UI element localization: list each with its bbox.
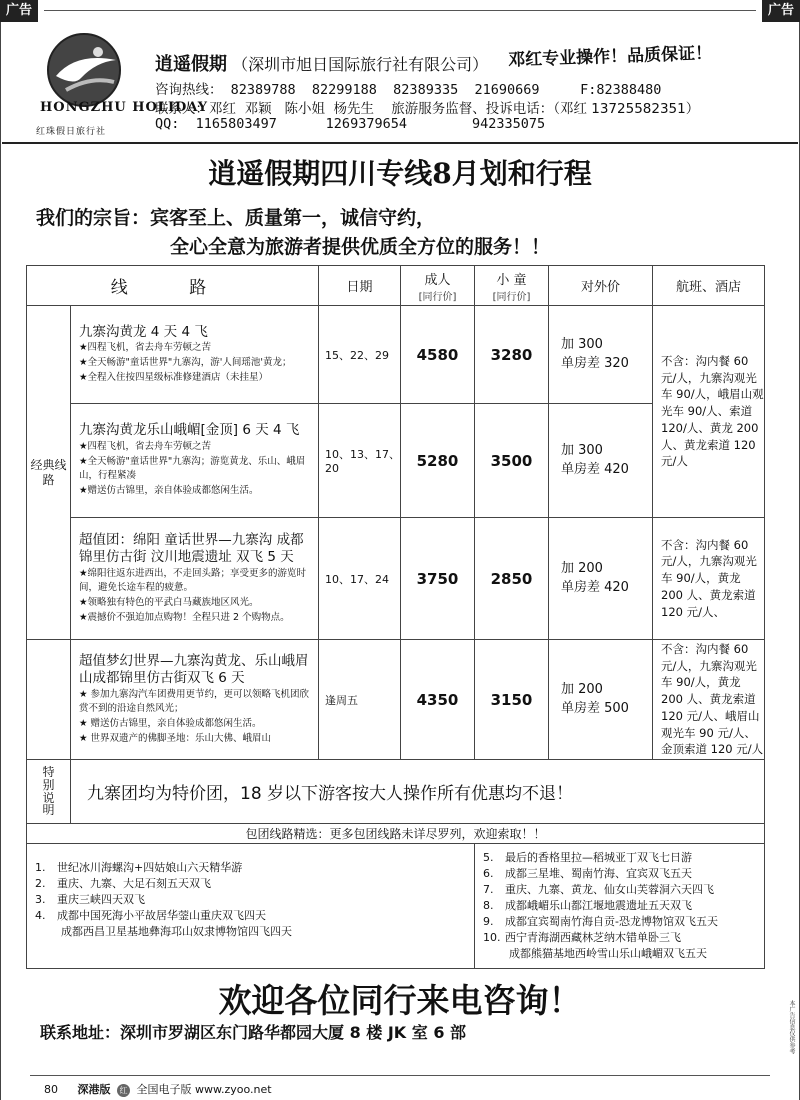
motto-line-2: 全心全意为旅游者提供优质全方位的服务！！ <box>170 236 551 258</box>
ad-label-left: 广告 <box>0 0 38 22</box>
header-adult: 成人 [同行价] <box>401 266 475 306</box>
company-name: （深圳市旭日国际旅行社有限公司） <box>232 55 489 74</box>
list-item: 7. 重庆、九寨、黄龙、仙女山芙蓉洞六天四飞 <box>483 882 714 896</box>
special-note: 九寨团均为特价团，18 岁以下游客按大人操作所有优惠均不退！ <box>71 760 765 824</box>
company-logo-icon <box>36 32 136 137</box>
route-name: 超值梦幻世界—九寨沟黄龙、乐山峨眉山成都锦里仿古街双飞 6 天 <box>79 652 309 687</box>
adult-price: 4350 <box>401 640 475 760</box>
route-cell <box>71 404 319 518</box>
route-dates: 逢周五 <box>319 640 401 760</box>
contact-persons: 联系人：邓红 邓颖 陈小姐 杨先生 旅游服务监督、投诉电话：（邓红 13725582351） <box>155 101 700 117</box>
logo-english-name: HONGZHU HOLIDAY <box>40 100 209 115</box>
list-item: 3. 重庆三峡四天双飞 <box>35 892 145 906</box>
route-bullet: ★ 世界双遗产的佛脚圣地：乐山大佛、峨眉山 <box>79 732 272 744</box>
slogan: 邓红专业操作！品质保证！ <box>507 43 713 71</box>
ad-label-right: 广告 <box>762 0 800 22</box>
special-note-row <box>27 760 765 824</box>
motto-line-1: 我们的宗旨：宾客至上、质量第一，诚信守约， <box>36 207 436 229</box>
packages-right <box>475 844 765 969</box>
adult-price: 4580 <box>401 306 475 404</box>
external-price: 加 200 单房差 500 <box>549 640 653 760</box>
external-price: 加 200 单房差 420 <box>549 518 653 640</box>
brand-name: 逍遥假期 <box>155 54 227 75</box>
route-dates: 10、17、24 <box>319 518 401 640</box>
flight-hotel-note: 不含：沟内餐 60 元/人，九寨沟观光车 90/人，峨眉山观光车 90/人、索道 120/人、黄龙 200 人、黄龙索道 120 元/人 <box>653 306 765 518</box>
header-route: 线 路 <box>27 266 319 306</box>
footer <box>44 1081 272 1097</box>
child-price: 2850 <box>475 518 549 640</box>
list-item: 1. 世纪冰川海螺沟+四姑娘山六天精华游 <box>35 861 243 874</box>
page-number: 80 <box>44 1083 58 1096</box>
route-bullet: ★全天畅游"童话世界"九寨沟，游'人间瑶池'黄龙； <box>79 356 292 368</box>
route-dates: 10、13、17、20 <box>319 404 401 518</box>
packages-left <box>27 844 475 969</box>
list-item: 成都熊猫基地西岭雪山乐山峨嵋双飞五天 <box>509 946 707 960</box>
edition-label: 深港版 <box>77 1083 111 1096</box>
header-external-price: 对外价 <box>549 266 653 306</box>
list-item: 2. 重庆、九寨、大足石刻五天双飞 <box>35 876 211 890</box>
flight-hotel-note: 不含：沟内餐 60 元/人，九寨沟观光车 90/人，黄龙 200 人、黄龙索道 120 元/人、 <box>653 518 765 640</box>
route-bullet: ★四程飞机，省去舟车劳顿之苦 <box>79 440 212 452</box>
route-bullet: ★赠送仿古锦里，亲自体验成都悠闲生活。 <box>79 484 259 496</box>
logo-chinese-name: 红珠假日旅行社 <box>36 127 107 137</box>
list-item: 9. 成都宜宾蜀南竹海自贡-恐龙博物馆双飞五天 <box>483 914 718 928</box>
seal-icon: 红 <box>117 1084 130 1097</box>
external-price: 加 300 单房差 320 <box>549 306 653 404</box>
list-item: 6. 成都三星堆、蜀南竹海、宜宾双飞五天 <box>483 866 692 880</box>
header-child: 小 童 [同行价] <box>475 266 549 306</box>
route-bullet: ★ 参加九寨沟汽车团费用更节约，更可以领略飞机团欣赏不到的沿途自然风光； <box>79 688 310 715</box>
top-rule <box>44 10 756 11</box>
adult-price: 3750 <box>401 518 475 640</box>
route-bullet: ★震撼价不强迫加点购物！全程只进 2 个购物点。 <box>79 611 290 623</box>
header-date: 日期 <box>319 266 401 306</box>
header-flight-hotel: 航班、酒店 <box>653 266 765 306</box>
table-header-row <box>27 266 765 306</box>
list-item: 10. 西宁青海湖西藏林芝纳木错单卧三飞 <box>483 930 681 944</box>
table-row <box>27 518 765 640</box>
route-bullet: ★ 赠送仿古锦里，亲自体验成都悠闲生活。 <box>79 718 262 730</box>
external-price: 加 300 单房差 420 <box>549 404 653 518</box>
footer-divider <box>30 1075 770 1076</box>
route-cell <box>71 306 319 404</box>
packages-header-row <box>27 824 765 844</box>
route-name: 九寨沟黄龙乐山峨嵋[金顶] 6 天 4 飞 <box>79 422 300 439</box>
company-line <box>155 50 488 76</box>
flight-hotel-note: 不含：沟内餐 60 元/人，九寨沟观光车 90/人，黄龙 200 人、黄龙索道 120 元/人、峨眉山观光车 90 元/人、金顶索道 120 元/人 <box>653 640 765 760</box>
child-price: 3500 <box>475 404 549 518</box>
route-cell <box>71 640 319 760</box>
route-name: 超值团：绵阳 童话世界—九寨沟 成都锦里仿古街 汶川地震遗址 双飞 5 天 <box>79 531 304 566</box>
hotline: 咨询热线： 82389788 82299188 82389335 21690669 F:82388480 <box>155 82 662 98</box>
route-bullet: ★全天畅游"童话世界"九寨沟；游览黄龙、乐山、峨眉山，行程紧凑 <box>79 455 306 482</box>
route-name: 九寨沟黄龙 4 天 4 飞 <box>79 323 208 340</box>
route-dates: 15、22、29 <box>319 306 401 404</box>
route-bullet: ★绵阳往返东进西出，不走回头路；享受更多的游览时间，避免长途车程的疲惫。 <box>79 567 307 594</box>
child-price: 3280 <box>475 306 549 404</box>
child-price: 3150 <box>475 640 549 760</box>
special-note-label: 特 别 说 明 <box>27 760 71 824</box>
route-bullet: ★四程飞机，省去舟车劳顿之苦 <box>79 342 212 354</box>
route-bullet: ★全程入住按四星级标准修建酒店（未挂星） <box>79 371 269 383</box>
itinerary-table <box>26 265 765 969</box>
list-item: 5. 最后的香格里拉—稻城亚丁双飞七日游 <box>483 851 692 864</box>
packages-row <box>27 844 765 969</box>
adult-price: 5280 <box>401 404 475 518</box>
contact-address: 联系地址：深圳市罗湖区东门路华都园大厦 8 楼 JK 室 6 部 <box>40 1023 467 1042</box>
route-bullet: ★领略独有特色的平武白马藏族地区风光。 <box>79 597 259 609</box>
route-cell <box>71 518 319 640</box>
packages-heading: 包团线路精选：更多包团线路未详尽罗列，欢迎索取！！ <box>27 824 765 844</box>
list-item: 8. 成都峨嵋乐山都江堰地震遗址五天双飞 <box>483 898 692 912</box>
header-divider <box>2 142 798 144</box>
page-title: 逍遥假期四川专线8月划和行程 <box>208 157 592 190</box>
table-row <box>27 640 765 760</box>
list-item: 成都西昌卫星基地彝海邛山奴隶博物馆四飞四天 <box>61 924 292 938</box>
table-row <box>27 306 765 404</box>
welcome-banner: 欢迎各位同行来电咨询！ <box>218 981 582 1020</box>
category-classic: 经典线路 <box>27 306 71 640</box>
side-note: 本广告信息仅供参考 <box>788 1000 795 1054</box>
list-item: 4. 成都中国死海小平故居华蓥山重庆双飞四天 <box>35 908 266 922</box>
category-blank <box>27 640 71 760</box>
website-link[interactable]: 全国电子版 www.zyoo.net <box>136 1083 272 1096</box>
qq-numbers: QQ: 1165803497 1269379654 942335075 <box>155 116 546 132</box>
